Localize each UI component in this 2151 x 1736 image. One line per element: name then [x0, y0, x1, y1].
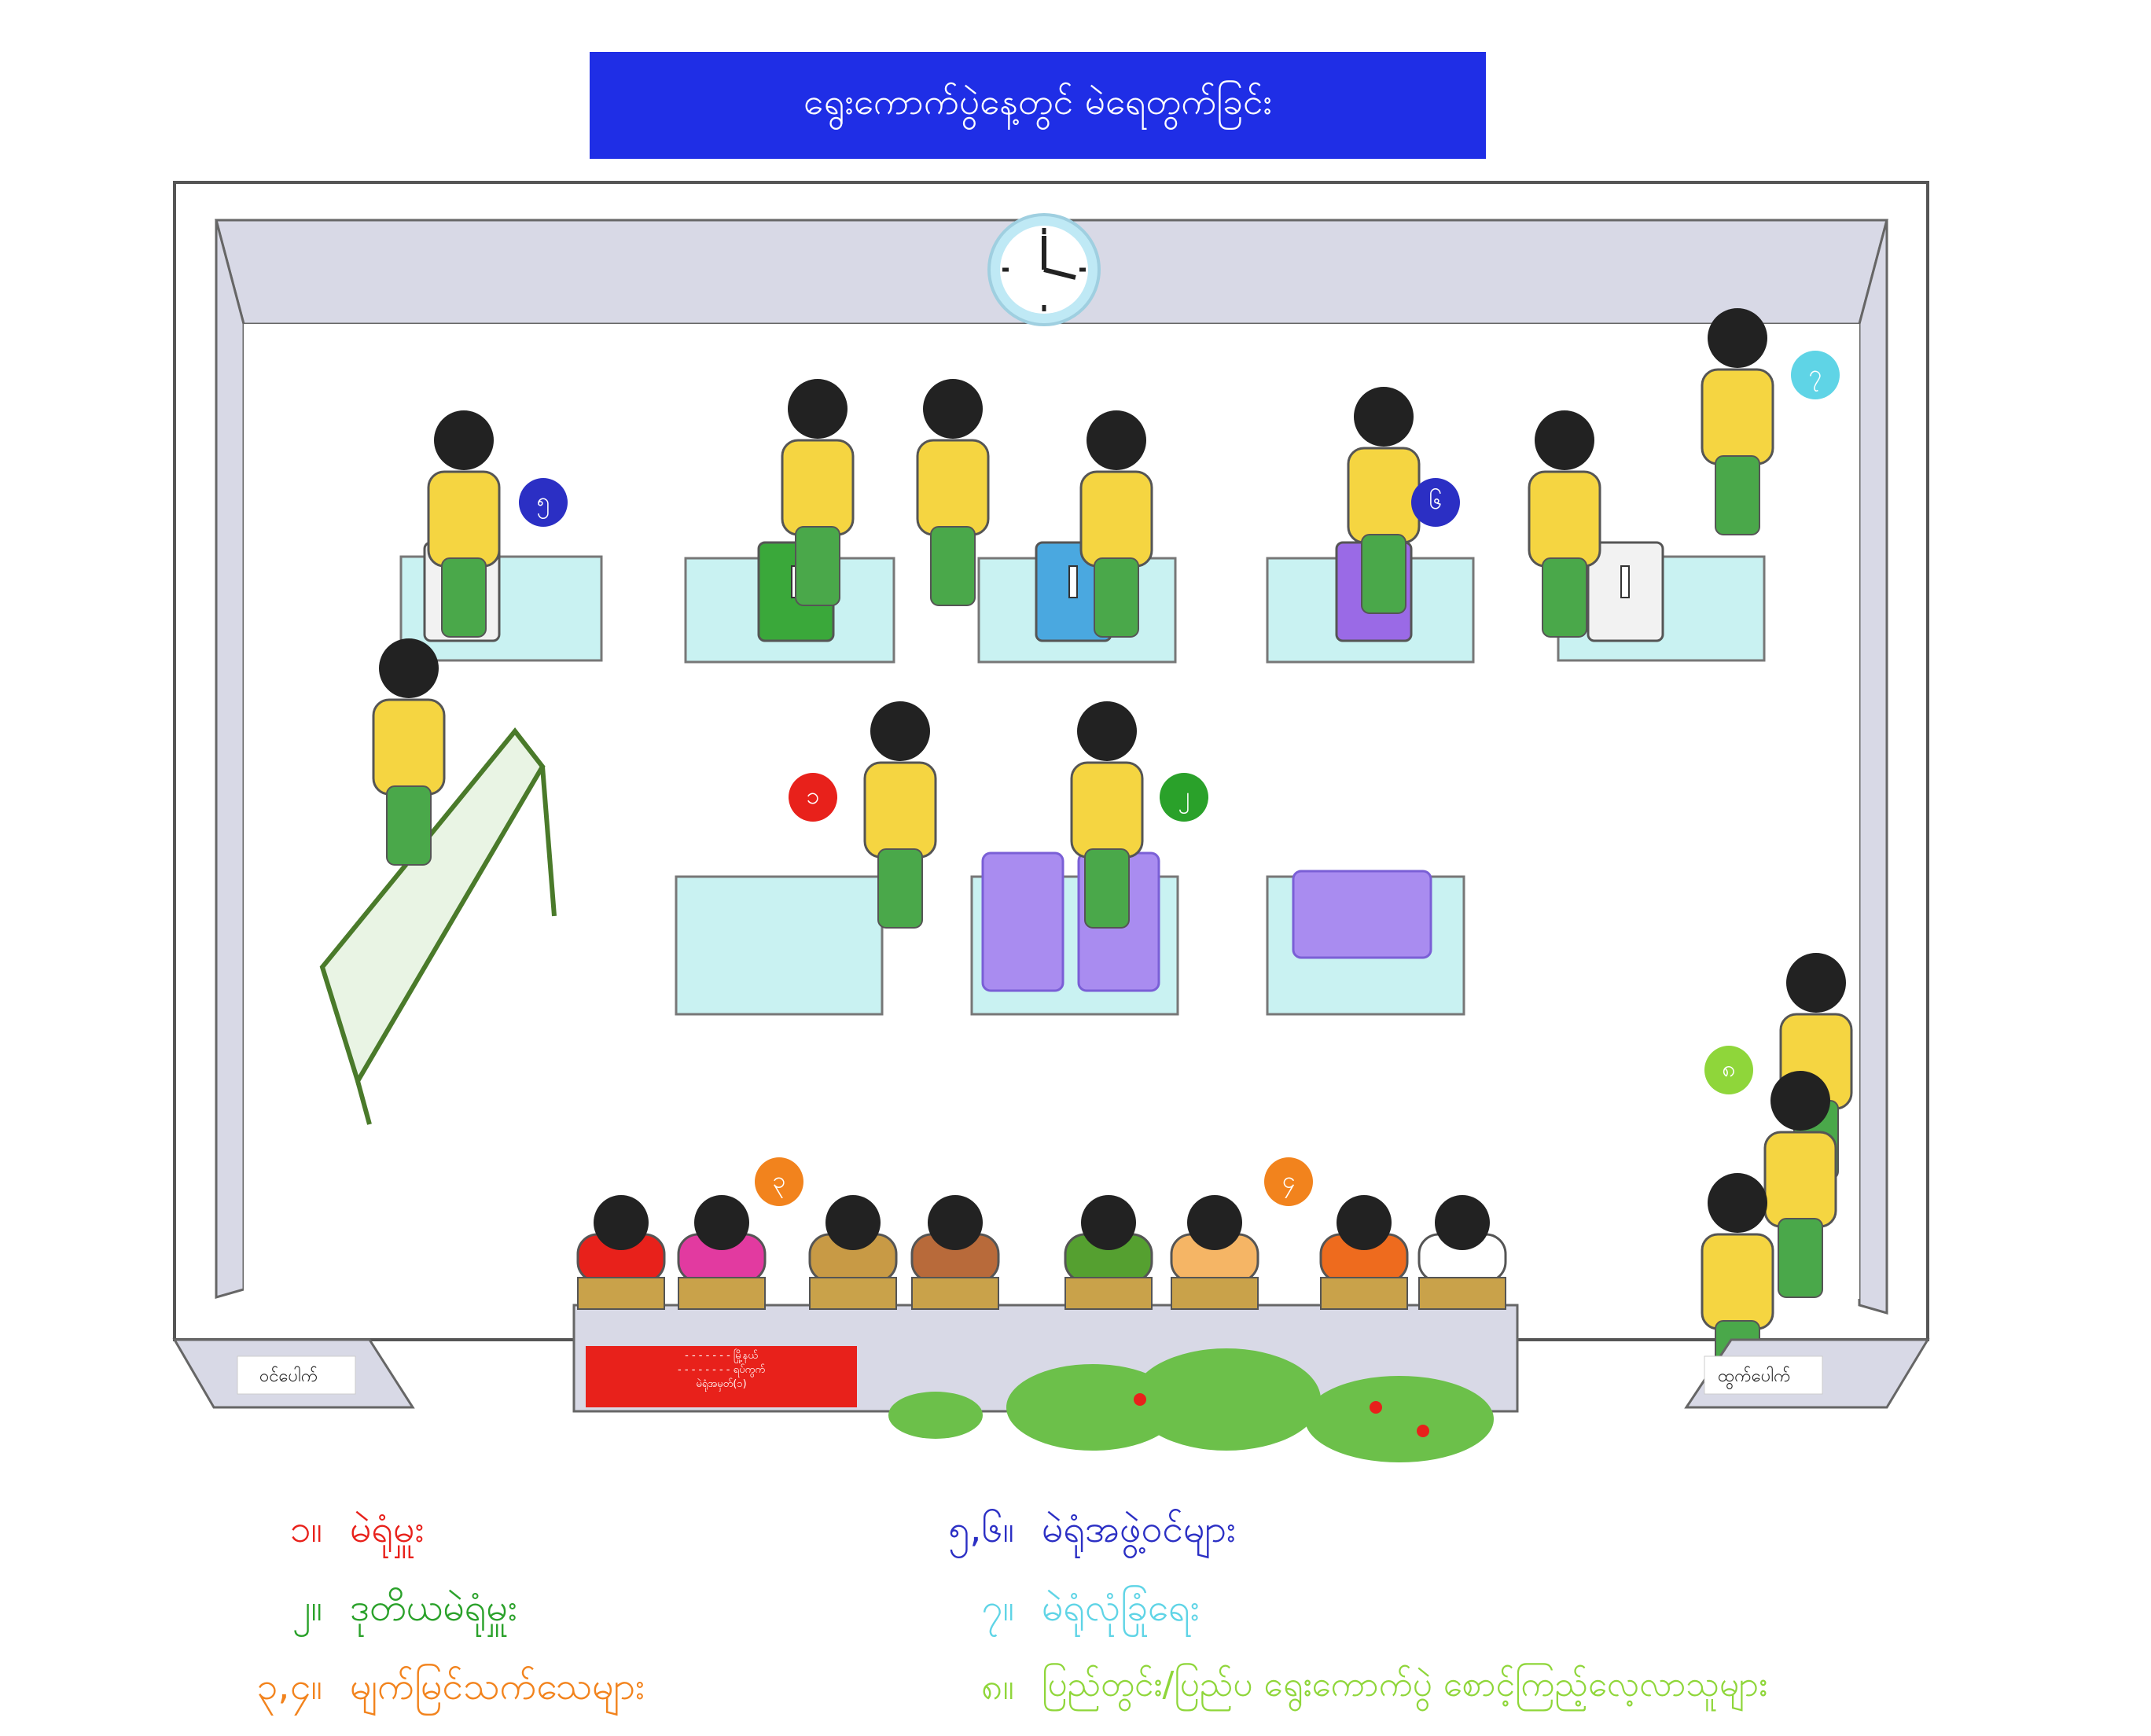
sign-line-1: - - - - - - - မြို့နယ် [685, 1350, 758, 1362]
room-right-wall [1859, 220, 1887, 1313]
marker-5: ၅ [519, 478, 568, 527]
marker-4: ၄ [1264, 1157, 1313, 1206]
legend-num: ၅,၆။ [948, 1507, 1014, 1551]
legend-text: မျက်မြင်သက်သေများ [350, 1664, 645, 1708]
legend-num: ၈။ [981, 1664, 1014, 1708]
exit-label: ထွက်ပေါက် [1718, 1366, 1791, 1386]
legend-text: ပြည်တွင်း/ပြည်ပ ရွေးကောက်ပွဲ စောင့်ကြည့်လေ့လာသူများ [1042, 1664, 1768, 1705]
marker-6: ၆ [1411, 478, 1460, 527]
marker-7: ၇ [1791, 351, 1840, 399]
legend-text: မဲရုံမှူး [350, 1507, 425, 1551]
legend-text: ဒုတိယမဲရုံမှူး [350, 1586, 517, 1630]
legend-text: မဲရုံလုံခြုံရေး [1042, 1586, 1200, 1630]
legend-num: ၇။ [981, 1586, 1014, 1630]
station-sign-text [586, 1349, 857, 1392]
page-title: ရွေးကောက်ပွဲနေ့တွင် မဲရေတွက်ခြင်း [803, 79, 1273, 123]
marker-1: ၁ [789, 773, 837, 822]
wall-clock-icon [989, 215, 1099, 325]
sign-line-3: မဲရုံအမှတ်(၁) [696, 1378, 747, 1390]
marker-2: ၂ [1160, 773, 1208, 822]
room-left-wall [216, 220, 244, 1297]
legend-text: မဲရုံအဖွဲ့ဝင်များ [1042, 1507, 1236, 1551]
legend-num: ၃,၄။ [256, 1664, 322, 1708]
marker-3: ၃ [755, 1157, 803, 1206]
marker-8: ၈ [1704, 1046, 1753, 1094]
legend-num: ၁။ [289, 1507, 322, 1551]
sign-line-2: - - - - - - - - ရပ်ကွက် [678, 1364, 765, 1376]
legend-num: ၂။ [292, 1586, 322, 1630]
entrance-label: ဝင်ပေါက် [259, 1366, 318, 1386]
title-bar [590, 52, 1486, 159]
